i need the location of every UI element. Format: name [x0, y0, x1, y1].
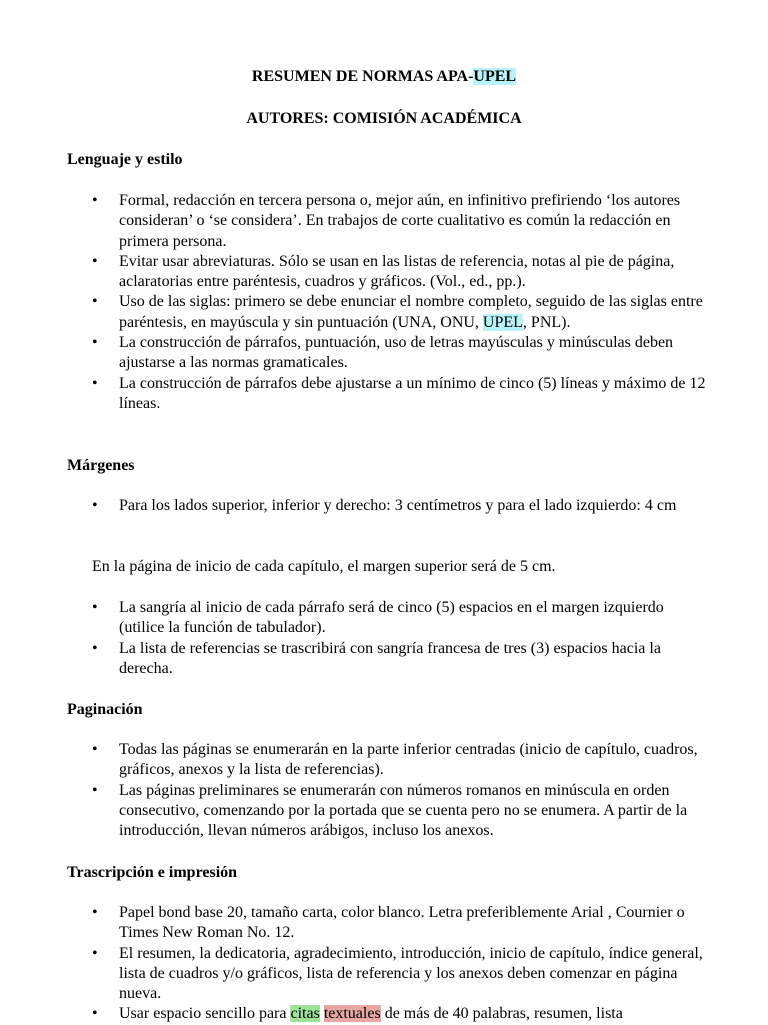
- list-item: • El resumen, la dedicatoria, agradecimiento, introducción, inicio de capítulo, índice general, lista de cuadros y/o gráficos, lista de referencia y los anexos deben comenzar en página nueva.: [0, 944, 768, 1005]
- list-item: • Formal, redacción en tercera persona o, mejor aún, en infinitivo prefiriendo ‘los autores consideran’ o ‘se considera’. En trabajos de corte cualitativo es común la redacción en primera persona.: [0, 191, 768, 252]
- list-item: [0, 1004, 768, 1024]
- list-item: • La sangría al inicio de cada párrafo será de cinco (5) espacios en el margen izquierdo (utilice la función de tabulador).: [0, 598, 768, 639]
- list-item: • Papel bond base 20, tamaño carta, color blanco. Letra preferiblemente Arial , Cournier o Times New Roman No. 12.: [0, 903, 768, 944]
- siglas-text-end: , PNL).: [522, 313, 571, 331]
- margenes-paragraph: En la página de inicio de cada capítulo, el margen superior será de 5 cm.: [92, 558, 556, 575]
- list-item: [0, 292, 768, 333]
- heading-paginacion: Paginación: [67, 701, 143, 718]
- list-item: • La lista de referencias se trascribirá con sangría francesa de tres (3) espacios hacia la derecha.: [0, 639, 768, 680]
- list-item: • Evitar usar abreviaturas. Sólo se usan en las listas de referencia, notas al pie de página, aclaratorias entre paréntesis, cuadros y gráficos. (Vol., ed., pp.).: [0, 252, 768, 293]
- list-paginacion: [0, 740, 768, 841]
- list-trascripcion: [0, 903, 768, 1025]
- heading-trascripcion: Trascripción e impresión: [67, 864, 238, 881]
- list-margenes: [0, 496, 768, 516]
- authors-line: AUTORES: COMISIÓN ACADÉMICA: [246, 110, 522, 127]
- highlight-citas: citas: [290, 1005, 320, 1023]
- title-highlight: UPEL: [473, 68, 517, 85]
- list-item: • La construcción de párrafos, puntuación, uso de letras mayúsculas y minúsculas deben ajustarse a las normas gramaticales.: [0, 333, 768, 374]
- list-margenes-2: [0, 598, 768, 679]
- title-text: RESUMEN DE NORMAS APA-: [251, 68, 474, 85]
- siglas-highlight: UPEL: [482, 313, 523, 331]
- list-item: • Para los lados superior, inferior y derecho: 3 centímetros y para el lado izquierdo: 4 cm: [0, 496, 768, 516]
- list-item: • Todas las páginas se enumerarán en la parte inferior centradas (inicio de capítulo, cuadros, gráficos, anexos y la lista de referencias).: [0, 740, 768, 781]
- siglas-text: Uso de las siglas: primero se debe enunciar el nombre completo, seguido de las siglas entre paréntesis, en mayúscula y sin puntuación (UNA, ONU,: [119, 293, 703, 331]
- last-item-text: Usar espacio sencillo para: [119, 1005, 291, 1023]
- document-title: [0, 67, 768, 87]
- heading-lenguaje: Lenguaje y estilo: [67, 151, 183, 168]
- highlight-textuales: textuales: [323, 1005, 381, 1023]
- heading-margenes: Márgenes: [67, 457, 135, 474]
- list-item: • La construcción de párrafos debe ajustarse a un mínimo de cinco (5) líneas y máximo de 12 líneas.: [0, 374, 768, 415]
- list-lenguaje: [0, 191, 768, 414]
- last-item-text-end: de más de 40 palabras, resumen, lista: [380, 1005, 623, 1023]
- list-item: • Las páginas preliminares se enumerarán con números romanos en minúscula en orden consecutivo, comenzando por la portada que se cuenta pero no se enumera. A partir de la introducción, llevan números arábigos, incluso los anexos.: [0, 781, 768, 842]
